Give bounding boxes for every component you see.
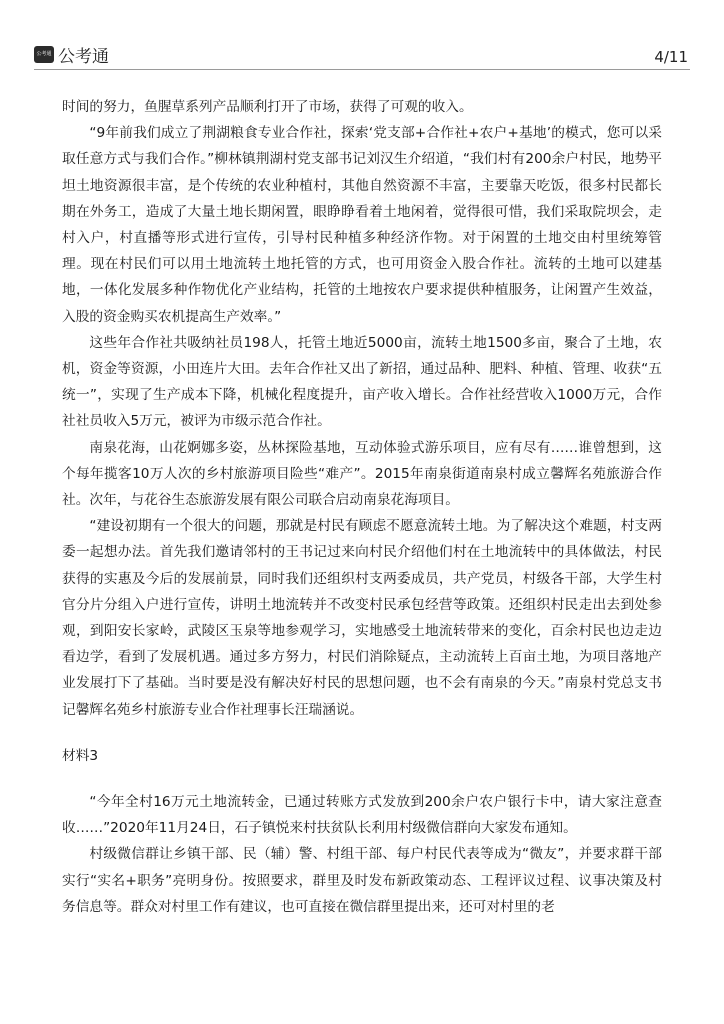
paragraph-5: “建设初期有一个很大的问题，那就是村民有顾虑不愿意流转土地。为了解决这个难题，村支两委一起想办法。首先我们邀请邻村的王书记过来向村民介绍他们村在土地流转中的具体做法，村民获得的实惠及今后的发展前景，同时我们还组织村支两委成员，共产党员，村级各干部，大学生村官分片分组入户进行宣传，讲明土地流转并不改变村民承包经营等政策。还组织村民走出去到处参观，到阳安长家岭，武陵区玉泉等地参观学习，实地感受土地流转带来的变化，百余村民也边走边看边学，看到了发展机遇。通过多方努力，村民们消除疑点，主动流转上百亩土地，为项目落地产业发展打下了基础。当时要是没有解决好村民的思想问题，也不会有南泉的今天。”南泉村党总支书记馨辉名苑乡村旅游专业合作社理事长汪瑞涵说。	[62, 518, 662, 718]
header-divider	[34, 69, 690, 70]
page-number: 4/11	[654, 48, 688, 66]
section-heading: 材料3	[62, 747, 99, 764]
document-body	[62, 94, 662, 920]
page-header	[34, 40, 690, 70]
paragraph-2: “9年前我们成立了荆湖粮食专业合作社，探索‘党支部+合作社+农户+基地’的模式，您可以采取任意方式与我们合作。”柳林镇荆湖村党支部书记刘汉生介绍道，“我们村有200余户村民，地势平坦土地资源很丰富，是个传统的农业种植村，其他自然资源不丰富，主要靠天吃饭，很多村民都长期在外务工，造成了大量土地长期闲置，眼睁睁看着土地闲着，觉得很可惜，我们采取院坝会，走村入户，村直播等形式进行宣传，引导村民种植多种经济作物。对于闲置的土地交由村里统筹管理。现在村民们可以用土地流转土地托管的方式，也可用资金入股合作社。流转的土地可以建基地，一体化发展多种作物优化产业结构，托管的土地按农户要求提供种植服务，让闲置产生效益，入股的资金购买农机提高生产效率。”	[62, 125, 662, 325]
brand-logo: 公考通	[34, 46, 54, 63]
paragraph-3: 这些年合作社共吸纳社员198人，托管土地近5000亩，流转土地1500多亩，聚合了土地，农机，资金等资源，小田连片大田。去年合作社又出了新招，通过品种、肥料、种植、管理、收获“五统一”，实现了生产成本下降，机械化程度提升，亩产收入增长。合作社经营收入1000万元，合作社社员收入5万元，被评为市级示范合作社。	[62, 334, 662, 430]
brand-name: 公考通	[58, 47, 109, 67]
paragraph-4: 南泉花海，山花婀娜多姿，丛林探险基地，互动体验式游乐项目，应有尽有……谁曾想到，这个每年揽客10万人次的乡村旅游项目险些“难产”。2015年南泉街道南泉村成立馨辉名苑旅游合作社。次年，与花谷生态旅游发展有限公司联合启动南泉花海项目。	[62, 439, 662, 509]
paragraph-6: “今年全村16万元土地流转金，已通过转账方式发放到200余户农户银行卡中，请大家注意查收……”2020年11月24日，石子镇悦来村扶贫队长利用村级微信群向大家发布通知。	[62, 794, 662, 837]
paragraph-1: 时间的努力，鱼腥草系列产品顺利打开了市场，获得了可观的收入。	[62, 99, 473, 115]
paragraph-7: 村级微信群让乡镇干部、民（辅）警、村组干部、每户村民代表等成为“微友”，并要求群干部实行“实名+职务”亮明身份。按照要求，群里及时发布新政策动态、工程评议过程、议事决策及村务信息等。群众对村里工作有建议，也可直接在微信群里提出来，还可对村里的老	[62, 846, 662, 915]
